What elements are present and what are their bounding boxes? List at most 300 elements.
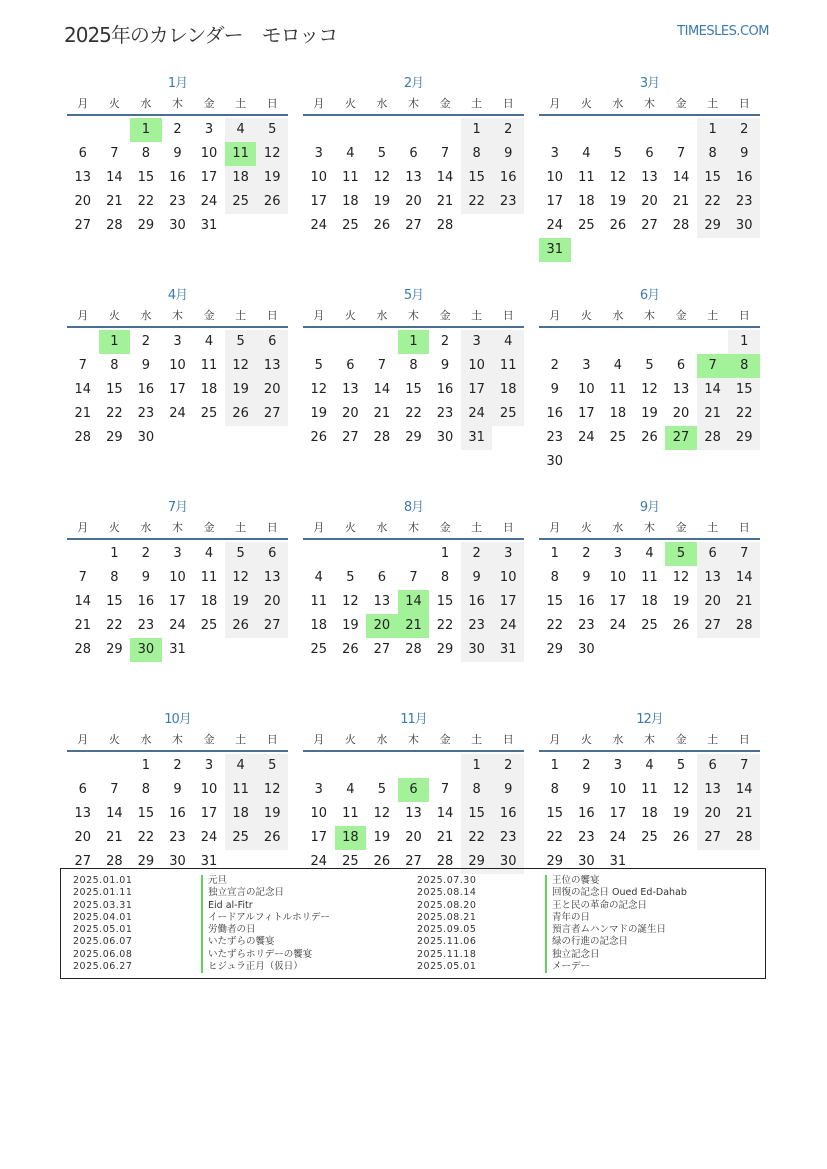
empty-cell bbox=[634, 330, 666, 354]
weekday-label: 日 bbox=[266, 733, 278, 746]
day-cell: 23 bbox=[492, 826, 524, 850]
holiday-day-cell: 21 bbox=[398, 614, 430, 638]
day-cell: 1 bbox=[697, 118, 729, 142]
holiday-row bbox=[417, 900, 761, 912]
day-cell: 27 bbox=[342, 430, 359, 445]
day-cell: 6 bbox=[409, 146, 418, 161]
day-cell: 13 bbox=[405, 170, 422, 185]
empty-cell bbox=[539, 118, 571, 142]
day-cell: 11 bbox=[200, 570, 218, 585]
month-name: 1月 bbox=[167, 76, 188, 91]
day-cell: 14 bbox=[373, 382, 391, 397]
weekday-label: 土 bbox=[471, 521, 483, 534]
day-cell: 13 bbox=[74, 806, 92, 821]
holiday-date: 2025.04.01 bbox=[73, 911, 133, 923]
weekday-header bbox=[539, 730, 760, 752]
day-cell: 4 bbox=[204, 334, 214, 349]
weekday-label: 土 bbox=[235, 521, 247, 534]
weekday-label: 月 bbox=[313, 733, 325, 746]
weekday-label: 金 bbox=[439, 309, 451, 322]
month-calendar bbox=[303, 286, 524, 498]
day-cell: 18 bbox=[225, 166, 257, 190]
day-cell: 20 bbox=[74, 830, 92, 845]
day-cell: 2 bbox=[582, 758, 591, 773]
day-cell: 3 bbox=[204, 122, 214, 137]
empty-cell bbox=[335, 330, 367, 354]
holiday-day-cell: 8 bbox=[728, 354, 760, 378]
days-grid bbox=[539, 118, 760, 262]
day-cell: 18 bbox=[492, 378, 524, 402]
empty-cell bbox=[303, 542, 335, 566]
day-cell: 8 bbox=[141, 782, 151, 797]
holiday-day-cell: 14 bbox=[398, 590, 430, 614]
weekday-label: 水 bbox=[140, 309, 152, 322]
weekday-label: 月 bbox=[77, 733, 89, 746]
day-cell: 18 bbox=[310, 618, 328, 633]
day-cell: 12 bbox=[342, 594, 359, 609]
day-cell: 25 bbox=[310, 642, 328, 657]
day-cell: 20 bbox=[672, 406, 690, 421]
days-grid bbox=[303, 542, 524, 662]
day-cell: 16 bbox=[169, 170, 186, 185]
weekday-label: 月 bbox=[313, 97, 325, 110]
weekday-label: 金 bbox=[675, 733, 687, 746]
day-cell: 9 bbox=[173, 146, 182, 161]
day-cell: 26 bbox=[256, 826, 288, 850]
empty-cell bbox=[335, 118, 367, 142]
empty-cell bbox=[602, 330, 634, 354]
day-cell: 13 bbox=[697, 778, 729, 802]
day-cell: 7 bbox=[676, 146, 686, 161]
weekday-label: 土 bbox=[707, 97, 719, 110]
day-cell: 15 bbox=[546, 806, 564, 821]
day-cell: 9 bbox=[492, 778, 524, 802]
day-cell: 10 bbox=[609, 570, 627, 585]
day-cell: 28 bbox=[74, 430, 92, 445]
holiday-day-cell: 31 bbox=[539, 238, 571, 262]
day-cell: 21 bbox=[106, 830, 123, 845]
day-cell: 27 bbox=[74, 854, 92, 869]
weekday-header bbox=[303, 730, 524, 752]
weekday-label: 金 bbox=[675, 309, 687, 322]
day-cell: 28 bbox=[672, 218, 690, 233]
day-cell: 12 bbox=[672, 782, 690, 797]
day-cell: 9 bbox=[141, 358, 151, 373]
day-cell: 12 bbox=[310, 382, 328, 397]
day-cell: 8 bbox=[550, 570, 559, 585]
day-cell: 23 bbox=[728, 190, 760, 214]
day-cell: 21 bbox=[728, 802, 760, 826]
day-cell: 1 bbox=[728, 330, 760, 354]
day-cell: 10 bbox=[461, 354, 493, 378]
day-cell: 12 bbox=[609, 170, 627, 185]
holiday-row bbox=[417, 912, 761, 924]
weekday-label: 月 bbox=[549, 521, 561, 534]
holiday-name: いたずらホリデーの饗宴 bbox=[201, 949, 312, 961]
day-cell: 25 bbox=[641, 618, 658, 633]
weekday-label: 木 bbox=[643, 733, 655, 746]
day-cell: 4 bbox=[346, 146, 355, 161]
day-cell: 27 bbox=[373, 642, 391, 657]
weekday-label: 木 bbox=[407, 309, 419, 322]
holidays-column-left bbox=[73, 875, 417, 978]
day-cell: 31 bbox=[169, 642, 186, 657]
day-cell: 24 bbox=[492, 614, 524, 638]
weekday-header bbox=[539, 518, 760, 540]
day-cell: 3 bbox=[314, 782, 323, 797]
weekday-label: 土 bbox=[471, 309, 483, 322]
day-cell: 12 bbox=[256, 778, 288, 802]
weekday-label: 月 bbox=[549, 309, 561, 322]
days-grid bbox=[303, 330, 524, 450]
day-cell: 23 bbox=[137, 406, 155, 421]
day-cell: 25 bbox=[578, 218, 595, 233]
holiday-date: 2025.09.05 bbox=[417, 924, 477, 936]
day-cell: 16 bbox=[546, 406, 564, 421]
holiday-name: 独立記念日 bbox=[545, 949, 600, 961]
day-cell: 25 bbox=[342, 218, 359, 233]
day-cell: 19 bbox=[641, 406, 658, 421]
day-cell: 29 bbox=[106, 430, 123, 445]
weekday-label: 土 bbox=[235, 733, 247, 746]
day-cell: 17 bbox=[310, 194, 328, 209]
day-cell: 13 bbox=[256, 354, 288, 378]
day-cell: 16 bbox=[728, 166, 760, 190]
day-cell: 2 bbox=[141, 334, 151, 349]
day-cell: 11 bbox=[609, 382, 627, 397]
holiday-name: 緑の行進の記念日 bbox=[545, 936, 628, 948]
day-cell: 29 bbox=[728, 426, 760, 450]
holiday-date: 2025.01.11 bbox=[73, 887, 133, 899]
day-cell: 15 bbox=[436, 594, 454, 609]
empty-cell bbox=[366, 330, 398, 354]
day-cell: 22 bbox=[137, 194, 155, 209]
day-cell: 22 bbox=[405, 406, 422, 421]
day-cell: 5 bbox=[225, 542, 257, 566]
holiday-name: 王と民の革命の記念日 bbox=[545, 900, 647, 912]
day-cell: 29 bbox=[137, 218, 155, 233]
day-cell: 2 bbox=[173, 758, 182, 773]
month-name: 3月 bbox=[639, 76, 660, 91]
day-cell: 22 bbox=[106, 406, 123, 421]
day-cell: 28 bbox=[436, 854, 454, 869]
day-cell: 14 bbox=[697, 378, 729, 402]
weekday-label: 木 bbox=[171, 521, 183, 534]
holiday-day-cell: 6 bbox=[398, 778, 430, 802]
day-cell: 2 bbox=[461, 542, 493, 566]
day-cell: 22 bbox=[461, 826, 493, 850]
day-cell: 5 bbox=[613, 146, 623, 161]
day-cell: 23 bbox=[169, 194, 186, 209]
day-cell: 21 bbox=[728, 590, 760, 614]
weekday-label: 日 bbox=[502, 733, 514, 746]
day-cell: 9 bbox=[173, 782, 182, 797]
day-cell: 12 bbox=[225, 566, 257, 590]
day-cell: 1 bbox=[440, 546, 450, 561]
weekday-label: 土 bbox=[471, 733, 483, 746]
day-cell: 2 bbox=[492, 118, 524, 142]
month-calendar bbox=[539, 74, 760, 286]
day-cell: 4 bbox=[346, 782, 355, 797]
holiday-name: Eid al-Fitr bbox=[201, 900, 253, 912]
day-cell: 12 bbox=[256, 142, 288, 166]
empty-cell bbox=[602, 118, 634, 142]
day-cell: 17 bbox=[609, 806, 627, 821]
day-cell: 28 bbox=[74, 642, 92, 657]
empty-cell bbox=[303, 754, 335, 778]
day-cell: 16 bbox=[436, 382, 454, 397]
day-cell: 6 bbox=[256, 542, 288, 566]
day-cell: 22 bbox=[436, 618, 454, 633]
holiday-date: 2025.05.01 bbox=[417, 961, 477, 973]
day-cell: 4 bbox=[204, 546, 214, 561]
holidays-column-right bbox=[417, 875, 761, 978]
month-name: 2月 bbox=[403, 76, 424, 91]
day-cell: 26 bbox=[342, 642, 359, 657]
day-cell: 6 bbox=[346, 358, 355, 373]
weekday-label: 木 bbox=[407, 97, 419, 110]
day-cell: 13 bbox=[74, 170, 92, 185]
weekday-label: 木 bbox=[643, 97, 655, 110]
day-cell: 28 bbox=[436, 218, 454, 233]
month-name: 9月 bbox=[639, 500, 660, 515]
day-cell: 13 bbox=[672, 382, 690, 397]
day-cell: 23 bbox=[436, 406, 454, 421]
day-cell: 18 bbox=[200, 382, 218, 397]
day-cell: 19 bbox=[672, 806, 690, 821]
day-cell: 14 bbox=[74, 382, 92, 397]
day-cell: 3 bbox=[314, 146, 323, 161]
weekday-label: 月 bbox=[549, 733, 561, 746]
weekday-label: 土 bbox=[707, 521, 719, 534]
days-grid bbox=[303, 754, 524, 874]
day-cell: 1 bbox=[461, 118, 493, 142]
day-cell: 13 bbox=[256, 566, 288, 590]
day-cell: 3 bbox=[492, 542, 524, 566]
days-grid bbox=[67, 330, 288, 450]
weekday-header bbox=[303, 518, 524, 540]
weekday-label: 木 bbox=[171, 733, 183, 746]
weekday-label: 火 bbox=[108, 309, 120, 322]
holiday-name: メーデー bbox=[545, 961, 590, 973]
page-title: 2025年のカレンダー モロッコ bbox=[64, 23, 338, 47]
day-cell: 19 bbox=[256, 802, 288, 826]
day-cell: 20 bbox=[641, 194, 658, 209]
day-cell: 2 bbox=[141, 546, 151, 561]
day-cell: 21 bbox=[74, 406, 92, 421]
weekday-label: 水 bbox=[376, 97, 388, 110]
weekday-label: 金 bbox=[203, 521, 215, 534]
holiday-date: 2025.06.27 bbox=[73, 961, 133, 973]
day-cell: 15 bbox=[137, 170, 155, 185]
holiday-day-cell: 1 bbox=[99, 330, 131, 354]
day-cell: 10 bbox=[609, 782, 627, 797]
day-cell: 3 bbox=[550, 146, 559, 161]
day-cell: 6 bbox=[697, 754, 729, 778]
holiday-date: 2025.08.20 bbox=[417, 899, 477, 911]
day-cell: 31 bbox=[492, 638, 524, 662]
day-cell: 24 bbox=[546, 218, 564, 233]
day-cell: 15 bbox=[405, 382, 422, 397]
day-cell: 18 bbox=[641, 594, 658, 609]
day-cell: 16 bbox=[578, 806, 595, 821]
day-cell: 4 bbox=[645, 758, 654, 773]
day-cell: 12 bbox=[672, 570, 690, 585]
day-cell: 29 bbox=[461, 850, 493, 874]
holiday-date: 2025.06.07 bbox=[73, 936, 133, 948]
day-cell: 21 bbox=[436, 830, 454, 845]
day-cell: 2 bbox=[492, 754, 524, 778]
month-name: 12月 bbox=[636, 712, 663, 727]
month-name: 8月 bbox=[403, 500, 424, 515]
day-cell: 5 bbox=[377, 782, 387, 797]
day-cell: 21 bbox=[373, 406, 391, 421]
holiday-row bbox=[417, 875, 761, 887]
day-cell: 11 bbox=[492, 354, 524, 378]
day-cell: 14 bbox=[106, 170, 123, 185]
day-cell: 4 bbox=[613, 358, 623, 373]
day-cell: 25 bbox=[641, 830, 658, 845]
day-cell: 9 bbox=[440, 358, 450, 373]
holiday-date: 2025.11.06 bbox=[417, 936, 477, 948]
empty-cell bbox=[539, 330, 571, 354]
day-cell: 22 bbox=[728, 402, 760, 426]
empty-cell bbox=[571, 330, 603, 354]
day-cell: 17 bbox=[200, 170, 218, 185]
day-cell: 29 bbox=[436, 642, 454, 657]
weekday-label: 土 bbox=[471, 97, 483, 110]
day-cell: 4 bbox=[492, 330, 524, 354]
weekday-label: 木 bbox=[643, 309, 655, 322]
day-cell: 13 bbox=[342, 382, 359, 397]
day-cell: 12 bbox=[373, 170, 391, 185]
day-cell: 25 bbox=[200, 618, 218, 633]
day-cell: 29 bbox=[546, 642, 564, 657]
day-cell: 30 bbox=[137, 430, 155, 445]
day-cell: 2 bbox=[173, 122, 182, 137]
holiday-row bbox=[417, 936, 761, 948]
day-cell: 18 bbox=[225, 802, 257, 826]
day-cell: 27 bbox=[641, 218, 658, 233]
day-cell: 7 bbox=[728, 542, 760, 566]
day-cell: 27 bbox=[256, 402, 288, 426]
weekday-label: 火 bbox=[108, 97, 120, 110]
day-cell: 24 bbox=[461, 402, 493, 426]
day-cell: 26 bbox=[672, 618, 690, 633]
day-cell: 5 bbox=[645, 358, 654, 373]
weekday-label: 火 bbox=[344, 733, 356, 746]
holiday-name: ヒジュラ正月（仮日） bbox=[201, 961, 303, 973]
day-cell: 14 bbox=[74, 594, 92, 609]
day-cell: 26 bbox=[641, 430, 658, 445]
weekday-label: 火 bbox=[344, 309, 356, 322]
day-cell: 11 bbox=[342, 806, 359, 821]
day-cell: 16 bbox=[137, 382, 155, 397]
day-cell: 26 bbox=[672, 830, 690, 845]
month-name: 7月 bbox=[167, 500, 188, 515]
day-cell: 19 bbox=[310, 406, 328, 421]
day-cell: 20 bbox=[256, 378, 288, 402]
day-cell: 6 bbox=[78, 782, 87, 797]
holiday-day-cell: 5 bbox=[665, 542, 697, 566]
day-cell: 9 bbox=[582, 782, 591, 797]
day-cell: 22 bbox=[461, 190, 493, 214]
month-calendar bbox=[539, 498, 760, 710]
day-cell: 20 bbox=[405, 194, 422, 209]
day-cell: 24 bbox=[200, 194, 218, 209]
weekday-label: 水 bbox=[140, 521, 152, 534]
month-calendar bbox=[67, 498, 288, 710]
day-cell: 9 bbox=[141, 570, 151, 585]
day-cell: 30 bbox=[169, 854, 186, 869]
holiday-name: いたずらの饗宴 bbox=[201, 936, 275, 948]
day-cell: 1 bbox=[550, 758, 559, 773]
day-cell: 28 bbox=[405, 642, 422, 657]
day-cell: 15 bbox=[106, 594, 123, 609]
weekday-label: 金 bbox=[203, 733, 215, 746]
day-cell: 8 bbox=[461, 778, 493, 802]
weekday-label: 土 bbox=[707, 733, 719, 746]
weekday-label: 日 bbox=[738, 309, 750, 322]
empty-cell bbox=[571, 118, 603, 142]
holiday-row bbox=[73, 900, 417, 912]
day-cell: 27 bbox=[405, 218, 422, 233]
holiday-row bbox=[73, 875, 417, 887]
day-cell: 22 bbox=[546, 830, 564, 845]
day-cell: 17 bbox=[461, 378, 493, 402]
day-cell: 28 bbox=[106, 218, 123, 233]
day-cell: 30 bbox=[436, 430, 454, 445]
day-cell: 11 bbox=[641, 782, 658, 797]
day-cell: 2 bbox=[728, 118, 760, 142]
day-cell: 28 bbox=[697, 426, 729, 450]
day-cell: 12 bbox=[641, 382, 658, 397]
day-cell: 29 bbox=[137, 854, 155, 869]
day-cell: 7 bbox=[440, 782, 450, 797]
day-cell: 24 bbox=[200, 830, 218, 845]
site-name[interactable]: TIMESLES.COM bbox=[677, 24, 769, 39]
holiday-date: 2025.03.31 bbox=[73, 899, 133, 911]
day-cell: 17 bbox=[200, 806, 218, 821]
days-grid bbox=[67, 542, 288, 662]
day-cell: 27 bbox=[74, 218, 92, 233]
day-cell: 29 bbox=[405, 430, 422, 445]
empty-cell bbox=[665, 330, 697, 354]
day-cell: 1 bbox=[141, 758, 151, 773]
day-cell: 8 bbox=[110, 358, 119, 373]
weekday-label: 水 bbox=[612, 733, 624, 746]
day-cell: 23 bbox=[578, 618, 595, 633]
day-cell: 16 bbox=[492, 802, 524, 826]
day-cell: 23 bbox=[461, 614, 493, 638]
day-cell: 14 bbox=[106, 806, 123, 821]
weekday-label: 金 bbox=[439, 97, 451, 110]
day-cell: 22 bbox=[137, 830, 155, 845]
day-cell: 18 bbox=[609, 406, 627, 421]
day-cell: 30 bbox=[492, 850, 524, 874]
day-cell: 23 bbox=[578, 830, 595, 845]
day-cell: 16 bbox=[578, 594, 595, 609]
day-cell: 2 bbox=[440, 334, 450, 349]
day-cell: 11 bbox=[641, 570, 658, 585]
day-cell: 14 bbox=[728, 566, 760, 590]
day-cell: 13 bbox=[641, 170, 658, 185]
day-cell: 19 bbox=[373, 194, 391, 209]
day-cell: 26 bbox=[609, 218, 627, 233]
weekday-header bbox=[539, 306, 760, 328]
day-cell: 6 bbox=[676, 358, 686, 373]
empty-cell bbox=[366, 118, 398, 142]
